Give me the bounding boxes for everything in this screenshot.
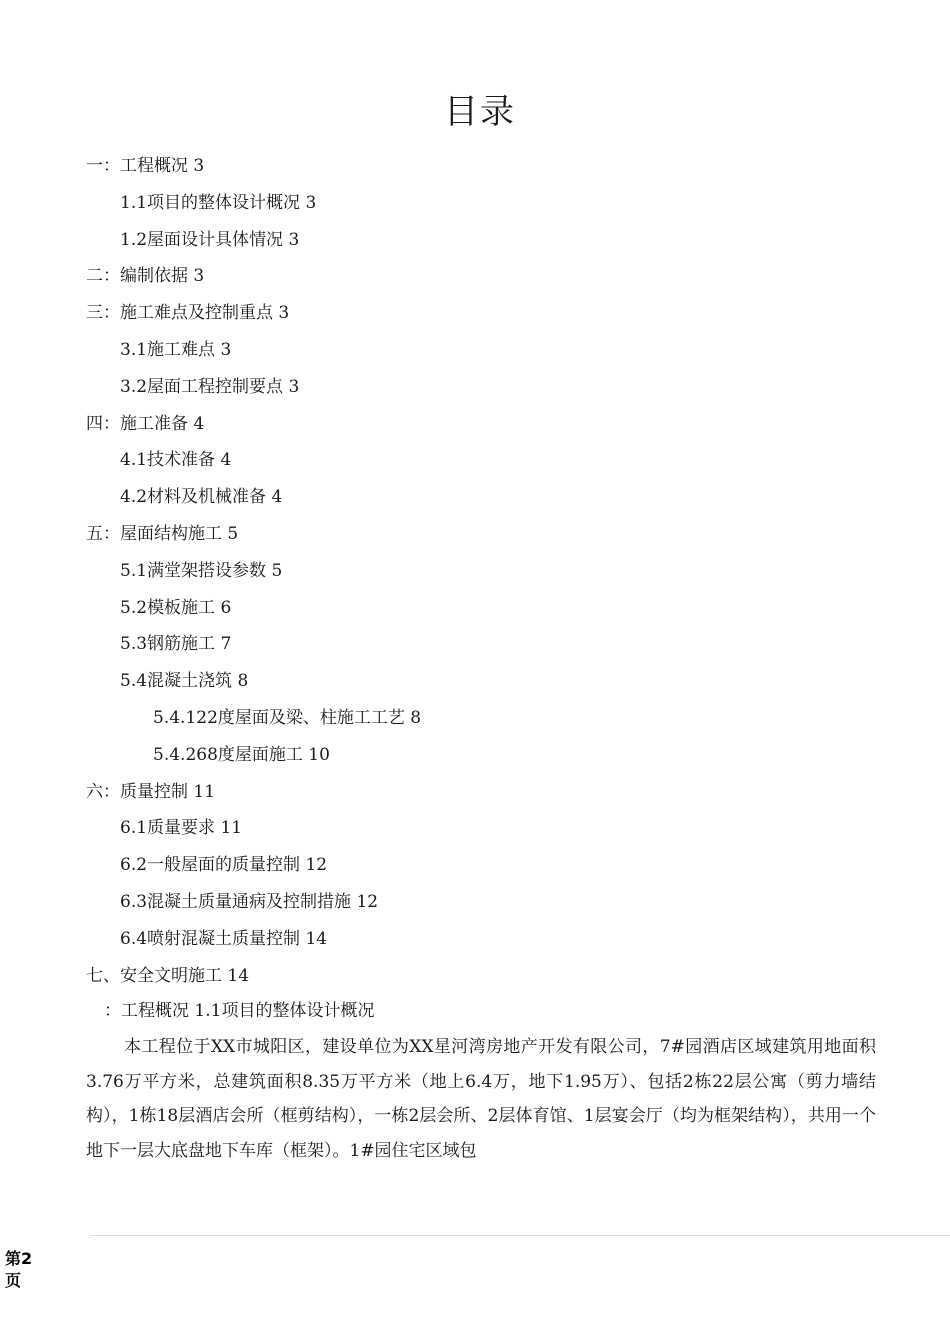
document-title: 目录 xyxy=(444,92,516,132)
toc-entry: 5.3钢筋施工 7 xyxy=(120,634,232,655)
toc-entry: 1.2屋面设计具体情况 3 xyxy=(120,229,300,250)
toc-entry: 5.2模板施工 6 xyxy=(120,597,232,618)
toc-entry: 3.1施工难点 3 xyxy=(120,339,232,360)
toc-entry: 4.1技术准备 4 xyxy=(120,450,232,471)
toc-entry: 6.4喷射混凝土质量控制 14 xyxy=(120,928,328,949)
toc-entry: 六：质量控制 11 xyxy=(86,781,216,802)
toc-entry: 五：屋面结构施工 5 xyxy=(86,523,239,544)
toc-entry: 3.2屋面工程控制要点 3 xyxy=(120,376,300,397)
toc-entry: 5.4.122度屋面及梁、柱施工工艺 8 xyxy=(153,707,422,728)
toc-entry: 七、安全文明施工 14 xyxy=(86,965,250,986)
toc-entry: 6.2一般屋面的质量控制 12 xyxy=(120,855,328,876)
toc-entry: 4.2材料及机械准备 4 xyxy=(120,487,283,508)
toc-entry: 6.3混凝土质量通病及控制措施 12 xyxy=(120,891,379,912)
toc-entry: 5.1满堂架搭设参数 5 xyxy=(120,560,283,581)
footer-divider xyxy=(90,1235,950,1236)
page-number: 第2页 xyxy=(5,1249,33,1290)
table-of-contents xyxy=(0,150,950,996)
toc-entry: 四：施工准备 4 xyxy=(86,413,205,434)
toc-entry: 一：工程概况 3 xyxy=(86,156,205,176)
toc-entry: 5.4混凝土浇筑 8 xyxy=(120,671,249,692)
toc-entry: 三：施工难点及控制重点 3 xyxy=(86,303,290,324)
toc-entry: 5.4.268度屋面施工 10 xyxy=(153,744,330,765)
body-paragraph: 本工程位于XX市城阳区，建设单位为XX星河湾房地产开发有限公司，7#园酒店区域建筑用地面积3.76万平方米，总建筑面积8.35万平方米（地上6.4万，地下1.95万）、包括2栋22层公寓（剪力墙结构），1栋18层酒店会所（框剪结构），一栋2层会所、2层体育馆、1层宴会厅（均为框架结构），共用一个地下一层大底盘地下车库（框架）。1#园住宅区域包 xyxy=(86,1037,876,1161)
toc-entry: 二：编制依据 3 xyxy=(86,266,205,287)
toc-entry: 6.1质量要求 11 xyxy=(120,818,243,839)
toc-entry: 1.1项目的整体设计概况 3 xyxy=(120,192,317,213)
section-heading: ：工程概况 1.1项目的整体设计概况 xyxy=(104,1001,375,1021)
